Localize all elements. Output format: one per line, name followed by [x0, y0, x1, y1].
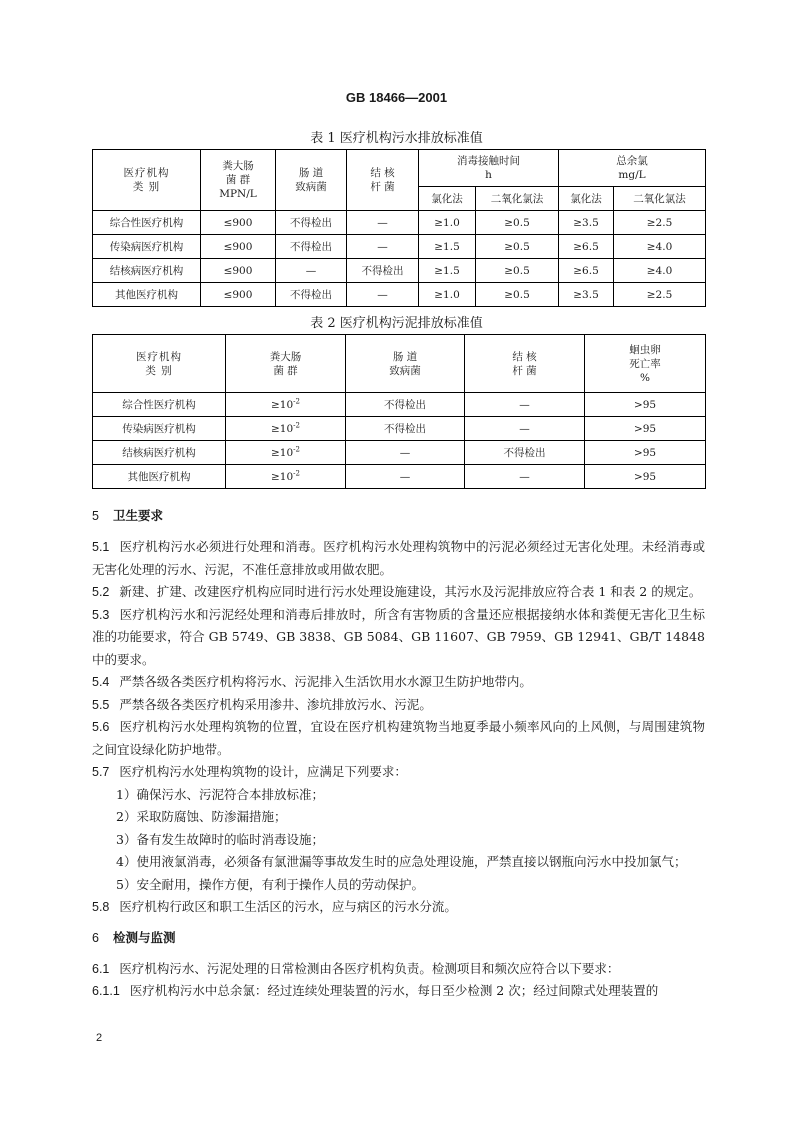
- t2-head-tb: 结 核 杆 菌: [465, 335, 585, 393]
- t2-head-egg: 蛔虫卵 死亡率 %: [585, 335, 706, 393]
- table-row: 其他医疗机构 ≤900 不得检出 — ≥1.0 ≥0.5 ≥3.5 ≥2.5: [93, 283, 706, 307]
- clause-5-3: 5.3 医疗机构污水和污泥经处理和消毒后排放时，所含有害物质的含量还应根据接纳水体和粪便无害化卫生标准的功能要求，符合 GB 5749、GB 3838、GB 5084、GB 11607、GB 7959、GB 12941、GB/T 14848 中的要求。: [92, 606, 705, 667]
- table-row: 综合性医疗机构 $\ge 10^{-2}$ 不得检出 — >95: [93, 393, 706, 417]
- t2-head-pathogen: 肠 道 致病菌: [346, 335, 465, 393]
- table-row: 结核病医疗机构 ≤900 — 不得检出 ≥1.5 ≥0.5 ≥6.5 ≥4.0: [93, 259, 706, 283]
- t1-sub-3: 氯化法: [559, 187, 614, 211]
- t2-head-category: 医疗机构 类 别: [93, 335, 226, 393]
- clause-5-2: 5.2 新建、扩建、改建医疗机构应同时进行污水处理设施建设，其污水及污泥排放应符合表 1 和表 2 的规定。: [92, 584, 702, 599]
- list-item: 1）确保污水、污泥符合本排放标准；: [116, 786, 324, 802]
- section-6-title: 6 检测与监测: [92, 929, 176, 945]
- table1-header-row: [93, 150, 706, 187]
- page-number: 2: [96, 1032, 103, 1044]
- clause-5-7: 5.7 医疗机构污水处理构筑物的设计，应满足下列要求：: [92, 764, 407, 779]
- table1: [92, 149, 706, 307]
- t1-sub-1: 氯化法: [419, 187, 476, 211]
- t1-head-tb: 结 核 杆 菌: [347, 150, 419, 211]
- list-item: 2）采取防腐蚀、防渗漏措施；: [116, 809, 287, 824]
- list-item: 3）备有发生故障时的临时消毒设施；: [116, 831, 324, 847]
- clause-5-4: 5.4 严禁各级各类医疗机构将污水、污泥排入生活饮用水水源卫生防护地带内。: [92, 674, 532, 689]
- clause-6-1-1: 6.1.1 医疗机构污水中总余氯：经过连续处理装置的污水，每日至少检测 2 次；经过间隙式处理装置的: [92, 983, 659, 998]
- table2: [92, 334, 706, 489]
- table-row: 传染病医疗机构 $\ge 10^{-2}$ 不得检出 — >95: [93, 417, 706, 441]
- table1-caption: 表 1 医疗机构污水排放标准值: [310, 131, 483, 146]
- t1-head-category: 医疗机构 类 别: [93, 150, 201, 211]
- clause-5-8: 5.8 医疗机构行政区和职工生活区的污水，应与病区的污水分流。: [92, 899, 457, 914]
- t2-head-fecal: 粪大肠 菌 群: [226, 335, 346, 393]
- table-row: 传染病医疗机构 ≤900 不得检出 — ≥1.5 ≥0.5 ≥6.5 ≥4.0: [93, 235, 706, 259]
- list-item: 5）安全耐用，操作方便，有利于操作人员的劳动保护。: [116, 876, 424, 892]
- table-row: 综合性医疗机构 ≤900 不得检出 — ≥1.0 ≥0.5 ≥3.5 ≥2.5: [93, 211, 706, 235]
- table2-header-row: [93, 335, 706, 393]
- clause-5-6: 5.6 医疗机构污水处理构筑物的位置，宜设在医疗机构建筑物当地夏季最小频率风向的上风侧，与周围建筑物之间宜设绿化防护地带。: [92, 719, 705, 757]
- list-item: 4）使用液氯消毒，必须备有氯泄漏等事故发生时的应急处理设施，严禁直接以钢瓶向污水中投加氯气；: [116, 854, 687, 869]
- t1-head-chlorine: 总余氯 mg/L: [559, 150, 706, 187]
- clause-5-1: 5.1 医疗机构污水必须进行处理和消毒。医疗机构污水处理构筑物中的污泥必须经过无害化处理。未经消毒或无害化处理的污水、污泥，不准任意排放或用做农肥。: [92, 539, 705, 577]
- t1-sub-2: 二氧化氯法: [476, 187, 559, 211]
- t1-head-fecal: 粪大肠 菌 群 MPN/L: [201, 150, 276, 211]
- table-row: 其他医疗机构 $\ge 10^{-2}$ — — >95: [93, 465, 706, 489]
- t1-head-contact-time: 消毒接触时间 h: [419, 150, 559, 187]
- page-header: GB 18466—2001: [345, 90, 448, 105]
- table-row: 结核病医疗机构 $\ge 10^{-2}$ — 不得检出 >95: [93, 441, 706, 465]
- clause-5-5: 5.5 严禁各级各类医疗机构采用渗井、渗坑排放污水、污泥。: [92, 696, 432, 712]
- table2-caption: 表 2 医疗机构污泥排放标准值: [310, 316, 483, 331]
- clause-6-1: 6.1 医疗机构污水、污泥处理的日常检测由各医疗机构负责。检测项目和频次应符合以下要求：: [92, 960, 620, 976]
- t1-sub-4: 二氧化氯法: [614, 187, 706, 211]
- document-body: [92, 505, 705, 1003]
- section-5-title: 5 卫生要求: [92, 508, 163, 523]
- t1-head-pathogen: 肠 道 致病菌: [276, 150, 347, 211]
